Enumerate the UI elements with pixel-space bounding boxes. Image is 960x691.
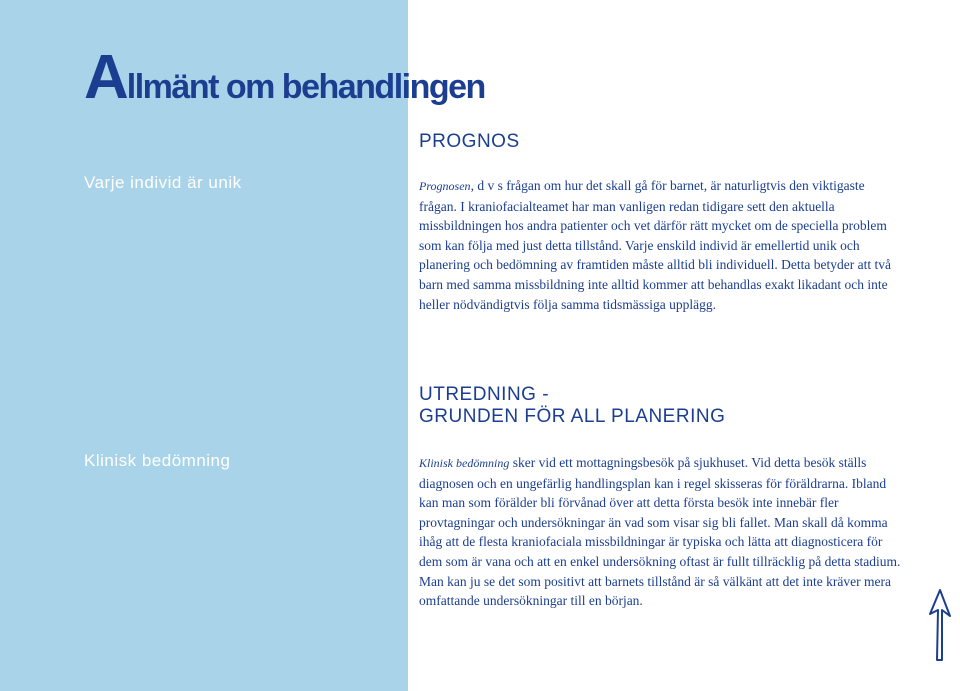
prognos-heading [419,131,520,153]
up-arrow-icon [920,586,958,666]
utredning-heading-line2: GRUNDEN FÖR ALL PLANERING [419,406,726,427]
utredning-heading-line1: UTREDNING - [419,384,550,405]
side-label-klinisk: Klinisk bedömning [84,451,231,470]
utredning-lead-term: Klinisk bedömning [419,456,510,470]
title-initial: A [84,43,127,112]
side-label-unik: Varje individ är unik [84,173,242,192]
prognos-lead-term: Prognosen [419,179,471,193]
prognos-heading-text: PROGNOS [419,131,520,152]
utredning-body: sker vid ett mottagningsbesök på sjukhuset. Vid detta besök ställs diagnosen och en ungefärlig handlingsplan kan i regel skisseras för föräldrarna. Ibland kan man som förälder bli förvånad över att detta första besök inte innebär fler provtagningar och undersökningar än vad som visar sig bli fallet. Man skall då komma ihåg att de flesta kraniofaciala missbildningar är typiska och lätta att diagnosticera för dem som är vana och att en enkel undersökning oftast är fullt tillräcklig på detta stadium. Man kan ju se det som positivt att barnets tillstånd är så välkänt att det inte kräver mera omfattande undersökningar till en början. [419,455,901,609]
page-title [84,42,485,113]
utredning-paragraph [419,453,901,611]
utredning-heading [419,384,725,428]
prognos-body: , d v s frågan om hur det skall gå för barnet, är naturligtvis den viktigaste frågan. I kraniofacialteamet har man vanligen redan tidigare sett den aktuella missbildningen hos andra patienter och vet därför rätt mycket om de speciella problem som kan följa med just detta tillstånd. Varje enskild individ är emellertid unik och planering och bedömning av framtiden måste alltid bli individuell. Detta betyder att två barn med samma missbildning inte alltid kommer att behandlas exakt likadant och inte heller nödvändigtvis följa samma tidsmässiga upplägg. [419,178,891,312]
title-rest: llmänt om behandlingen [126,68,485,106]
prognos-paragraph [419,176,901,314]
